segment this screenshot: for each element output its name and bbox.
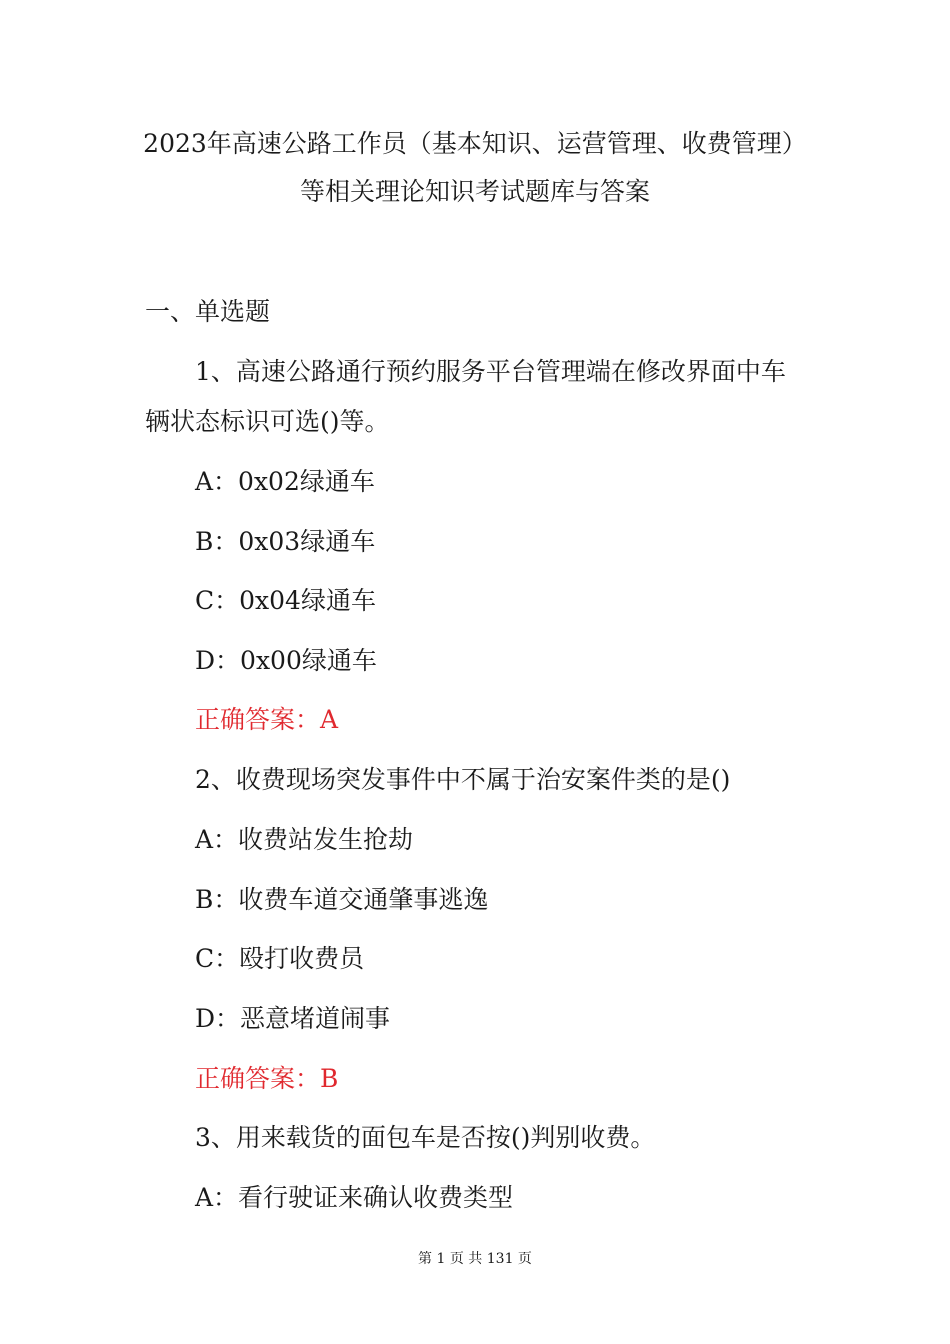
question-2-option-d: D：恶意堵道闹事 [195,1004,391,1033]
question-1-option-a: A：0x02绿通车 [195,467,375,496]
question-1-option-d: D：0x00绿通车 [195,646,377,675]
question-2-option-c: C：殴打收费员 [195,944,365,973]
question-1-option-c: C：0x04绿通车 [195,586,376,615]
section-heading: 一、单选题 [145,297,271,326]
document-title-line-2: 等相关理论知识考试题库与答案 [299,177,650,206]
question-1-answer: 正确答案：A [195,705,339,734]
question-2-option-a: A：收费站发生抢劫 [195,825,414,854]
page-footer: 第 1 页 共 131 页 [418,1251,532,1267]
document-title-line-1: 2023年高速公路工作员（基本知识、运营管理、收费管理） [143,129,807,158]
question-2-stem: 2、收费现场突发事件中不属于治安案件类的是() [195,765,731,794]
question-1-option-b: B：0x03绿通车 [195,527,376,556]
question-2-option-b: B：收费车道交通肇事逃逸 [195,885,489,914]
question-1-stem-line-1: 1、高速公路通行预约服务平台管理端在修改界面中车 [195,357,786,386]
question-2-answer: 正确答案：B [195,1064,339,1093]
question-3-option-a: A：看行驶证来确认收费类型 [195,1183,514,1212]
question-1-stem-line-2: 辆状态标识可选()等。 [145,407,390,436]
question-3-stem: 3、用来载货的面包车是否按()判别收费。 [195,1123,656,1152]
